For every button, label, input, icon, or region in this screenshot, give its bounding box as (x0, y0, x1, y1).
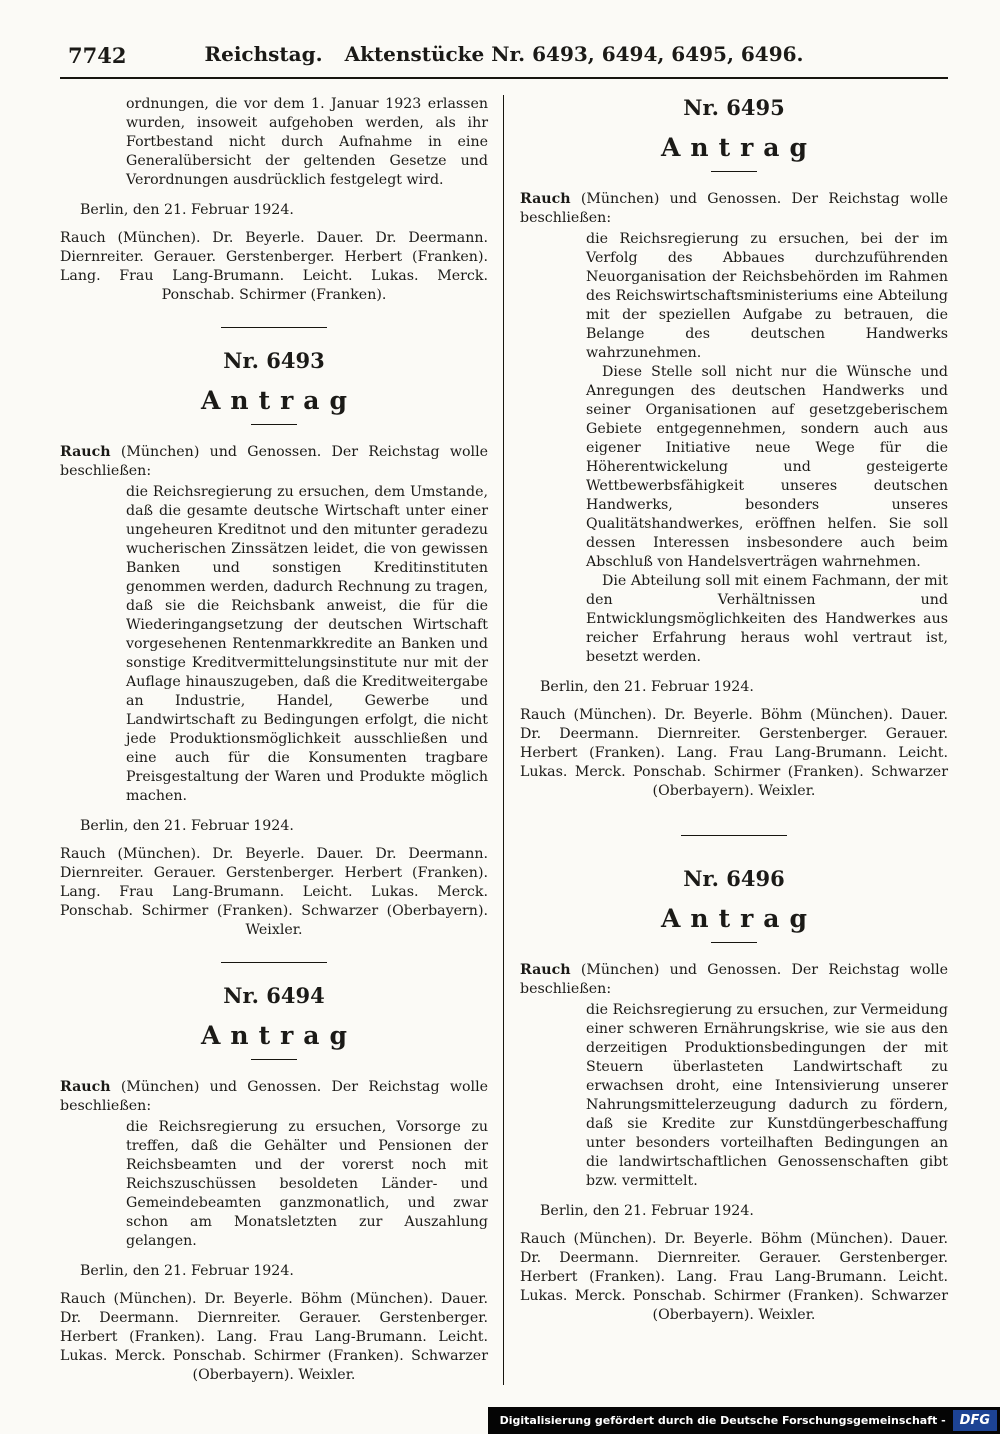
section-title: Antrag (201, 386, 357, 415)
body-paragraph: die Reichsregierung zu ersuchen, dem Umstande, daß die gesamte deutsche Wirtschaft unter einer ungeheuren Kreditnot und den mitunter geradezu wucherischen Zinssätzen leidet, die von gewissen Banken und sonstigen Kreditinstituten genommen werden, dadurch Rechnung zu tragen, daß sie die Reichsbank anweist, die für die Wiederingangsetzung der deutschen Wirtschaft vorgesehenen Rentenmarkkredite an Banken und sonstige Kreditvermittelungsinstitute nur mit der Auflage hinauszugeben, daß die Kreditweitergabe an Industrie, Handel, Gewerbe und Landwirtschaft zu Bedingungen erfolgt, die nicht jede Produktionsmöglichkeit ausschließen und eine auch für die Konsumenten tragbare Preisgestaltung der Waren und Produkte möglich machen. (126, 484, 488, 804)
title-rule (711, 942, 757, 943)
right-column (504, 95, 948, 1385)
section-number: Nr. 6493 (223, 348, 325, 373)
masthead-title-right: Aktenstücke Nr. 6493, 6494, 6495, 6496. (344, 42, 804, 66)
section-number: Nr. 6496 (683, 866, 785, 891)
carryover-section (60, 95, 488, 305)
section-number: Nr. 6494 (223, 983, 325, 1008)
two-column-layout (60, 95, 948, 1385)
signature-list: Rauch (München). Dr. Beyerle. Dauer. Dr. Deermann. Diernreiter. Gerauer. Gerstenberger. Herbert (Franken). Lang. Frau Lang-Brumann. Leicht. Lukas. Merck. Ponschab. Schirmer (Franken). Schwarzer (Oberbayern). Weixler. (60, 846, 488, 938)
section-6493 (60, 348, 488, 940)
section-divider (221, 327, 327, 328)
intro-line (60, 1078, 488, 1116)
proposer-name: Rauch (60, 1079, 111, 1095)
signature-list: Rauch (München). Dr. Beyerle. Dauer. Dr. Deermann. Diernreiter. Gerauer. Gerstenberger. Herbert (Franken). Lang. Frau Lang-Brumann. Leicht. Lukas. Merck. Ponschab. Schirmer (Franken). (60, 230, 488, 303)
section-6496 (520, 866, 948, 1325)
body-paragraph: ordnungen, die vor dem 1. Januar 1923 erlassen wurden, insoweit aufgehoben werden, als ihr Fortbestand nicht durch Aufnahme in eine Generalübersicht der geltenden Gesetze und Verordnungen ausdrücklich festgelegt wird. (126, 96, 488, 188)
digitization-banner (488, 1407, 1000, 1434)
intro-text: (München) und Genossen. Der Reichstag wolle beschließen: (520, 191, 949, 226)
signature-list: Rauch (München). Dr. Beyerle. Böhm (München). Dauer. Dr. Deermann. Diernreiter. Gerstenberger. Gerauer. Herbert (Franken). Lang. Frau Lang-Brumann. Leicht. Lukas. Merck. Ponschab. Schirmer (Franken). Schwarzer (Oberbayern). Weixler. (520, 707, 948, 799)
section-divider (681, 835, 787, 836)
masthead-title (60, 42, 948, 66)
section-title: Antrag (661, 904, 817, 933)
left-column (60, 95, 504, 1385)
signature-list: Rauch (München). Dr. Beyerle. Böhm (München). Dauer. Dr. Deermann. Diernreiter. Gerauer. Gerstenberger. Herbert (Franken). Lang. Frau Lang-Brumann. Leicht. Lukas. Merck. Ponschab. Schirmer (Franken). Schwarzer (Oberbayern). Weixler. (60, 1291, 488, 1383)
body-paragraph: die Reichsregierung zu ersuchen, Vorsorge zu treffen, daß die Gehälter und Pensionen der Reichsbeamten und der vorerst noch mit Reichszuschüssen besoldeten Länder- und Gemeindebeamten ganzmonatlich, und zwar schon am Monatsletzten zur Auszahlung gelangen. (126, 1119, 488, 1249)
header-rule (60, 77, 948, 79)
title-rule (251, 424, 297, 425)
page-number: 7742 (68, 43, 127, 68)
digitization-text: Digitalisierung gefördert durch die Deutsche Forschungsgemeinschaft - (499, 1414, 946, 1427)
body-paragraph: die Reichsregierung zu ersuchen, zur Vermeidung einer schweren Ernährungskrise, wie sie aus den derzeitigen Produktionsbedingungen der mit Steuern überlasteten Landwirtschaft zu erwachsen droht, eine Intensivierung unserer Nahrungsmittelerzeugung dadurch zu fördern, daß sie Kredite zur Kunstdüngerbeschaffung unter besonders vorteilhaften Bedingungen an die landwirtschaftlichen Genossenschaften gibt bzw. vermittelt. (586, 1002, 948, 1189)
date-line: Berlin, den 21. Februar 1924. (80, 1263, 294, 1279)
proposer-name: Rauch (60, 444, 111, 460)
body-paragraph: die Reichsregierung zu ersuchen, bei der im Verfolg des Abbaues durchzuführenden Neuorganisation der Reichsbehörden im Rahmen des Reichswirtschaftsministeriums eine Abteilung mit der speziellen Aufgabe zu betrauen, die Belange des deutschen Handwerks wahrzunehmen. (586, 231, 948, 361)
masthead-title-left: Reichstag. (204, 42, 323, 66)
intro-line (60, 443, 488, 481)
section-title: Antrag (661, 133, 817, 162)
date-line: Berlin, den 21. Februar 1924. (540, 679, 754, 695)
section-title: Antrag (201, 1021, 357, 1050)
date-line: Berlin, den 21. Februar 1924. (540, 1203, 754, 1219)
date-line: Berlin, den 21. Februar 1924. (80, 818, 294, 834)
intro-text: (München) und Genossen. Der Reichstag wolle beschließen: (60, 1079, 489, 1114)
intro-text: (München) und Genossen. Der Reichstag wolle beschließen: (60, 444, 489, 479)
date-line: Berlin, den 21. Februar 1924. (80, 202, 294, 218)
title-rule (251, 1059, 297, 1060)
body-paragraph: Diese Stelle soll nicht nur die Wünsche und Anregungen des deutschen Handwerks und seiner Organisationen auf gesetzgeberischem Gebiete entgegennehmen, sondern auch aus eigener Initiative neue Wege für die Höherentwickelung und gesteigerte Wettbewerbsfähigkeit unseres deutschen Handwerks, besonders unseres Qualitätshandwerkes, eröffnen helfen. Sie soll dessen Interessen insbesondere auch beim Abschluß von Handelsverträgen wahrnehmen. (586, 364, 948, 570)
proposer-name: Rauch (520, 962, 571, 978)
intro-text: (München) und Genossen. Der Reichstag wolle beschließen: (520, 962, 949, 997)
section-6495 (520, 95, 948, 801)
dfg-logo: DFG (953, 1410, 997, 1431)
section-6494 (60, 983, 488, 1385)
proposer-name: Rauch (520, 191, 571, 207)
intro-line (520, 961, 948, 999)
section-number: Nr. 6495 (683, 95, 785, 120)
section-divider (221, 962, 327, 963)
title-rule (711, 171, 757, 172)
intro-line (520, 190, 948, 228)
signature-list: Rauch (München). Dr. Beyerle. Böhm (München). Dauer. Dr. Deermann. Diernreiter. Gerauer. Gerstenberger. Herbert (Franken). Lang. Frau Lang-Brumann. Leicht. Lukas. Merck. Ponschab. Schirmer (Franken). Schwarzer (Oberbayern). Weixler. (520, 1231, 948, 1323)
body-paragraph: Die Abteilung soll mit einem Fachmann, der mit den Verhältnissen und Entwicklungsmöglichkeiten des Handwerkes aus reicher Erfahrung heraus wohl vertraut ist, besetzt werden. (586, 573, 948, 665)
masthead (60, 42, 948, 70)
